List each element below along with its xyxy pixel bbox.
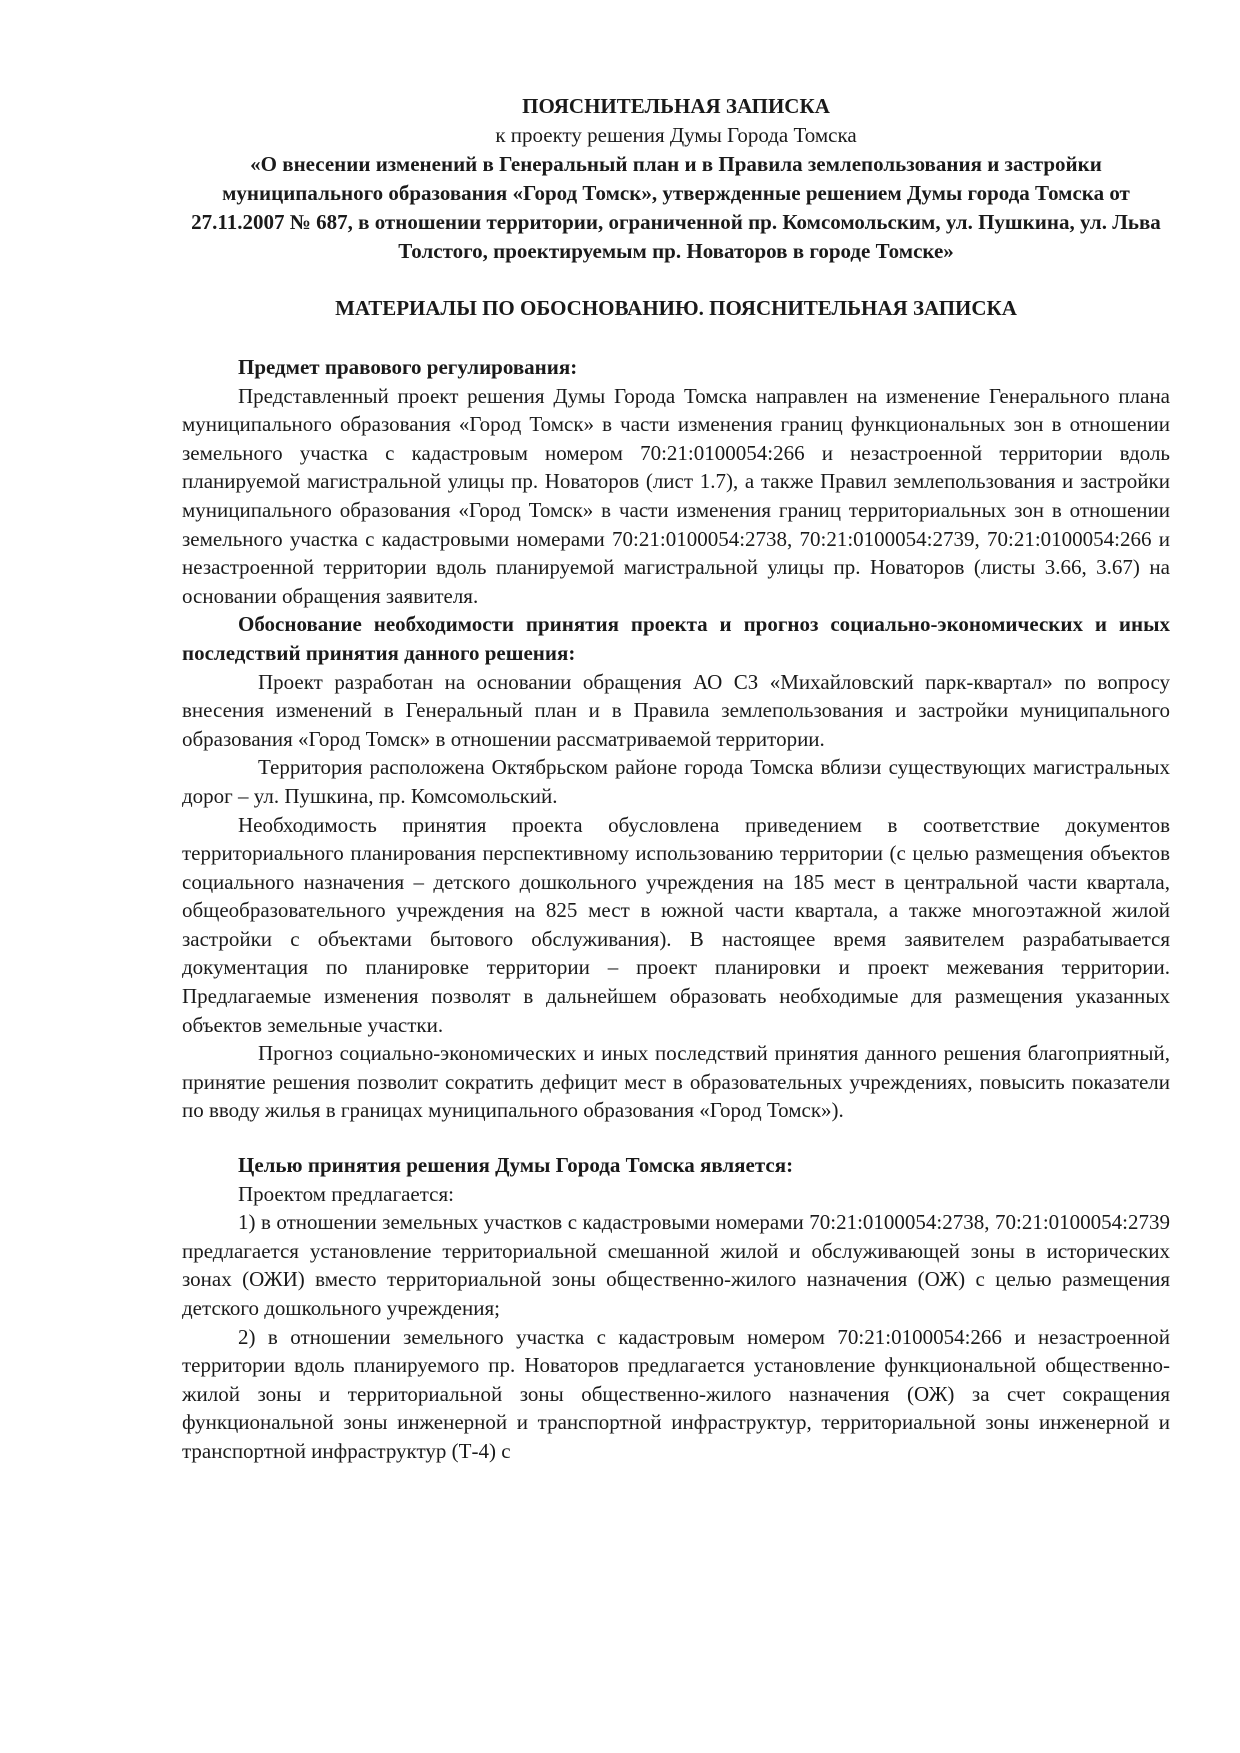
document-title: ПОЯСНИТЕЛЬНАЯ ЗАПИСКА [522, 94, 830, 118]
document-page [182, 92, 1170, 1466]
goal-intro: Проектом предлагается: [238, 1181, 454, 1206]
project-name: «О внесении изменений в Генеральный план и в Правила землепользования и застройки муниципального образования «Город Томск», утвержденные решением Думы города Томска от 27.11.2007 № 687, в отношении территории, ограниченной пр. Комсомольским, ул. Пушкина, ул. Льва Толстого, проектируемым пр. Новаторов в городе Томске» [191, 152, 1161, 263]
justification-heading: Обоснование необходимости принятия проекта и прогноз социально-экономических и иных последствий принятия данного решения: [182, 612, 1170, 665]
justification-paragraph: Прогноз социально-экономических и иных последствий принятия данного решения благоприятный, принятие решения позволит сократить дефицит мест в образовательных учреждениях, повысить показатели по вводу жилья в границах муниципального образования «Город Томск»). [182, 1041, 1170, 1123]
justification-paragraph: Необходимость принятия проекта обусловлена приведением в соответствие документов территориального планирования перспективному использованию территории (с целью размещения объектов социального назначения – детского дошкольного учреждения на 185 мест в центральной части квартала, общеобразовательного учреждения на 825 мест в южной части квартала, а также многоэтажной жилой застройки с объектами бытового обслуживания). В настоящее время заявителем разрабатывается документация по планировке территории – проект планировки и проект межевания территории. Предлагаемые изменения позволят в дальнейшем образовать необходимые для размещения указанных объектов земельные участки. [182, 812, 1170, 1037]
justification-paragraph: Территория расположена Октябрьском районе города Томска вблизи существующих магистральных дорог – ул. Пушкина, пр. Комсомольский. [182, 755, 1170, 808]
goal-heading: Целью принятия решения Думы Города Томска является: [238, 1153, 794, 1178]
justification-paragraph: Проект разработан на основании обращения АО СЗ «Михайловский парк-квартал» по вопросу внесения изменений в Генеральный план и в Правила землепользования и застройки муниципального образования «Город Томск» в отношении рассматриваемой территории. [182, 669, 1170, 751]
section-title: МАТЕРИАЛЫ ПО ОБОСНОВАНИЮ. ПОЯСНИТЕЛЬНАЯ ЗАПИСКА [335, 296, 1017, 320]
subject-text: Представленный проект решения Думы Города Томска направлен на изменение Генерального плана муниципального образования «Город Томск» в части изменения границ функциональных зон в отношении земельного участка с кадастровым номером 70:21:0100054:266 и незастроенной территории вдоль планируемой магистральной улицы пр. Новаторов (лист 1.7), а также Правил землепользования и застройки муниципального образования «Город Томск» в части изменения границ территориальных зон в отношении земельного участка с кадастровыми номерами 70:21:0100054:2738, 70:21:0100054:2739, 70:21:0100054:266 и незастроенной территории вдоль планируемой магистральной улицы пр. Новаторов (листы 3.66, 3.67) на основании обращения заявителя. [182, 383, 1170, 608]
goal-item: 2) в отношении земельного участка с кадастровым номером 70:21:0100054:266 и незастроенной территории вдоль планируемого пр. Новаторов предлагается установление функциональной общественно-жилой зоны и территориальной зоны общественно-жилого назначения (ОЖ) за счет сокращения функциональной зоны инженерной и транспортной инфраструктур, территориальной зоны инженерной и транспортной инфраструктур (Т-4) с [182, 1324, 1170, 1463]
goal-item: 1) в отношении земельных участков с кадастровыми номерами 70:21:0100054:2738, 70:21:0100054:2739 предлагается установление территориальной смешанной жилой и обслуживающей зоны в исторических зонах (ОЖИ) вместо территориальной зоны общественно-жилого назначения (ОЖ) с целью размещения детского дошкольного учреждения; [182, 1210, 1170, 1320]
subject-heading: Предмет правового регулирования: [238, 355, 578, 379]
document-subtitle: к проекту решения Думы Города Томска [495, 123, 857, 147]
